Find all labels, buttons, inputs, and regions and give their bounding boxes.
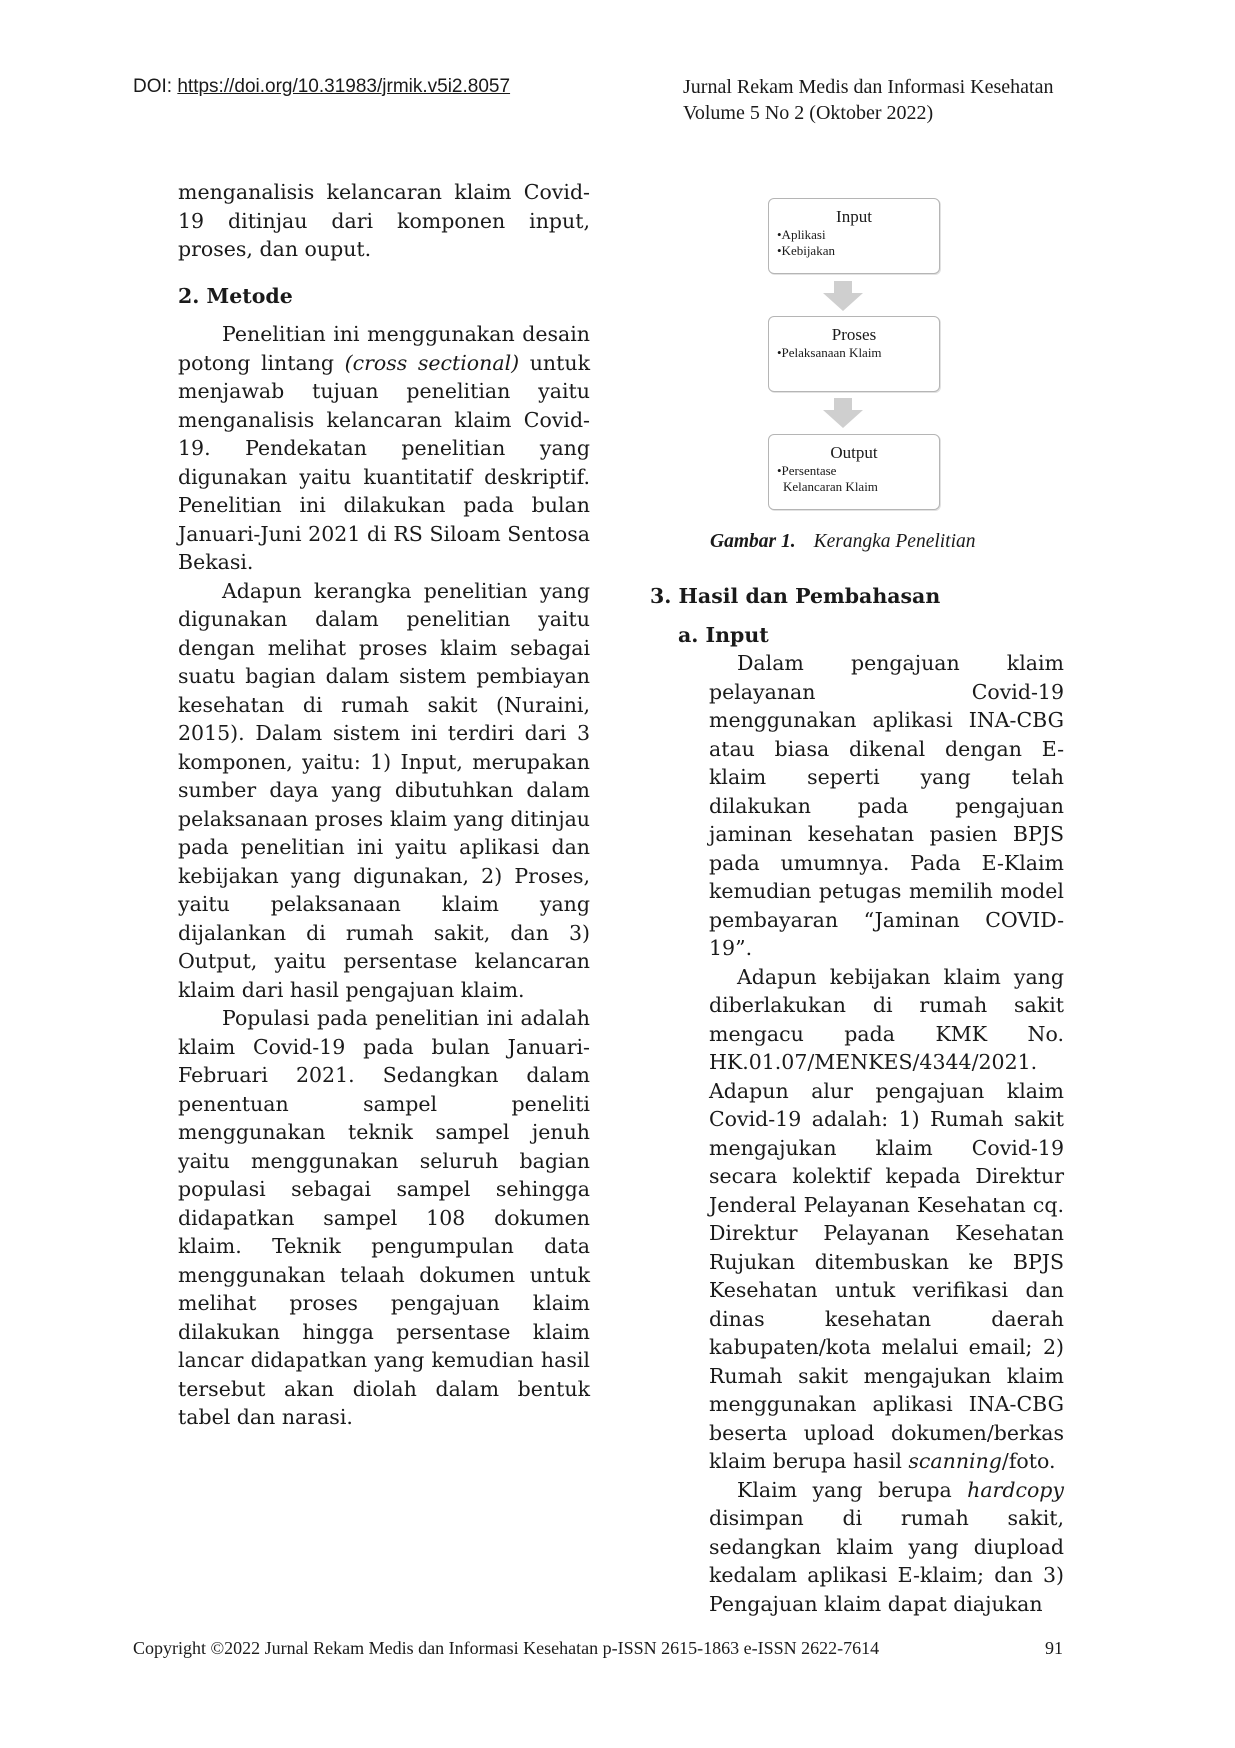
copyright-text: Copyright ©2022 Jurnal Rekam Medis dan Informasi Kesehatan p-ISSN 2615-1863 e-ISSN 2622-7614 xyxy=(133,1638,880,1658)
framework-box-item: •Aplikasi xyxy=(777,227,826,242)
subsection-heading-input: a. Input xyxy=(678,622,769,647)
down-arrow-icon xyxy=(823,398,863,428)
page-number: 91 xyxy=(1045,1638,1063,1658)
paragraph-metode-2: Adapun kerangka penelitian yang digunakan dalam penelitian yaitu dengan melihat proses klaim sebagai suatu bagian dalam sistem pembiayan kesehatan di rumah sakit (Nuraini, 2015). Dalam sistem ini terdiri dari 3 komponen, yaitu: 1) Input, merupakan sumber daya yang dibutuhkan dalam pelaksanaan proses klaim yang ditinjau pada penelitian ini yaitu aplikasi dan kebijakan yang digunakan, 2) Proses, yaitu pelaksanaan klaim yang dijalankan di rumah sakit, dan 3) Output, yaitu persentase kelancaran klaim dari hasil pengajuan klaim. xyxy=(178,578,590,1002)
section-heading-hasil: 3. Hasil dan Pembahasan xyxy=(650,584,941,608)
figure-caption xyxy=(710,531,1070,553)
framework-box-proses xyxy=(768,316,940,392)
doi-link[interactable]: https://doi.org/10.31983/jrmik.v5i2.8057 xyxy=(177,76,511,97)
paragraph-input-3: Klaim yang berupa hardcopy disimpan di rumah sakit, sedangkan klaim yang diupload kedalam aplikasi E-klaim; dan 3) Pengajuan klaim dapat diajukan xyxy=(709,1477,1064,1616)
section-heading-metode: 2. Metode xyxy=(178,283,293,308)
journal-info xyxy=(683,74,1123,126)
doi-line xyxy=(133,76,510,98)
emphasis-scanning: scanning xyxy=(908,1449,1002,1473)
paragraph-continued: menganalisis kelancaran klaim Covid-19 ditinjau dari komponen input, proses, dan ouput. xyxy=(178,180,590,261)
subsection-body xyxy=(650,649,1064,1618)
paragraph-input-1: Dalam pengajuan klaim pelayanan Covid-19 menggunakan aplikasi INA-CBG atau biasa dikenal dengan E-klaim seperti yang telah dilakukan pada pengajuan jaminan kesehatan pasien BPJS pada umumnya. Pada E-Klaim kemudian petugas memilih model pembayaran “Jaminan COVID-19”. xyxy=(709,651,1064,960)
paragraph-metode-3: Populasi pada penelitian ini adalah klaim Covid-19 pada bulan Januari-Februari 2021. Sedangkan dalam penentuan sampel peneliti menggunakan teknik sampel jenuh yaitu menggunakan seluruh bagian populasi sebagai sampel sehingga didapatkan sampel 108 dokumen klaim. Teknik pengumpulan data menggunakan telaah dokumen untuk melihat proses pengajuan klaim dilakukan hingga persentase klaim lancar didapatkan yang kemudian hasil tersebut akan diolah dalam bentuk tabel dan narasi. xyxy=(178,1006,590,1429)
paragraph-metode-1: Penelitian ini menggunakan desain potong lintang (cross sectional) untuk menjawab tujuan penelitian yaitu menganalisis kelancaran klaim Covid-19. Pendekatan penelitian yang digunakan yaitu kuantitatif deskriptif. Penelitian ini dilakukan pada bulan Januari-Juni 2021 di RS Siloam Sentosa Bekasi. xyxy=(178,322,590,574)
framework-box-title: Input xyxy=(836,207,872,226)
left-column xyxy=(178,178,590,1432)
emphasis-hardcopy: hardcopy xyxy=(967,1477,1064,1502)
framework-box-item: •Kebijakan xyxy=(777,243,835,258)
caption-text: Kerangka Penelitian xyxy=(813,531,976,552)
caption-label: Gambar 1. xyxy=(710,531,796,552)
doi-label: DOI: xyxy=(133,76,178,97)
framework-box-item: •Persentase xyxy=(777,463,837,478)
framework-box-item: •Pelaksanaan Klaim xyxy=(777,345,882,360)
journal-volume: Volume 5 No 2 (Oktober 2022) xyxy=(683,102,934,124)
framework-box-input xyxy=(768,198,940,274)
down-arrow-icon xyxy=(823,281,863,311)
framework-box-title: Proses xyxy=(831,325,877,344)
emphasis-cross-sectional: (cross sectional) xyxy=(344,350,520,375)
right-column xyxy=(650,582,1064,1618)
page-footer xyxy=(133,1638,1063,1659)
framework-box-item: Kelancaran Klaim xyxy=(783,479,878,494)
journal-title: Jurnal Rekam Medis dan Informasi Kesehatan xyxy=(683,76,1054,98)
framework-box-title: Output xyxy=(830,443,878,462)
paragraph-input-2: Adapun kebijakan klaim yang diberlakukan di rumah sakit mengacu pada KMK No. HK.01.07/MENKES/4344/2021. Adapun alur pengajuan klaim Covid-19 adalah: 1) Rumah sakit mengajukan klaim Covid-19 secara kolektif kepada Direktur Jenderal Pelayanan Kesehatan cq. Direktur Pelayanan Kesehatan Rujukan ditembuskan ke BPJS Kesehatan untuk verifikasi dan dinas kesehatan daerah kabupaten/kota melalui email; 2) Rumah sakit mengajukan klaim menggunakan aplikasi INA-CBG beserta upload dokumen/berkas klaim berupa hasil scanning/foto. xyxy=(709,964,1064,1473)
framework-box-output xyxy=(768,434,940,510)
